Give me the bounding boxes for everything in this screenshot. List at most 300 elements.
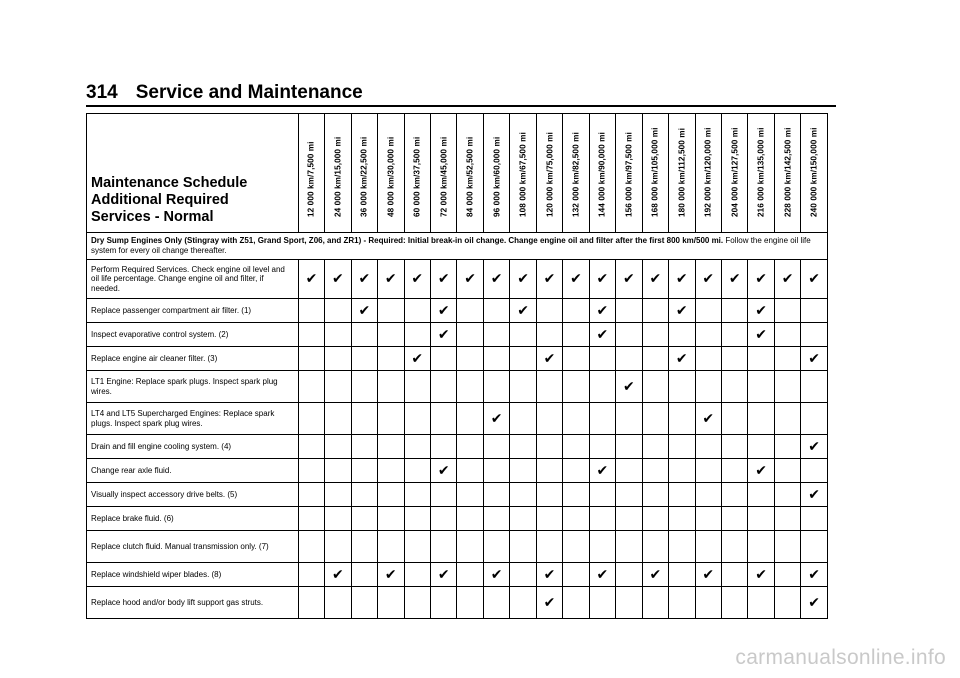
empty-cell [695,435,721,459]
interval-label: 60 000 km/37,500 mi [412,136,422,217]
empty-cell [378,507,404,531]
empty-cell [695,323,721,347]
empty-cell [695,587,721,619]
empty-cell [378,435,404,459]
interval-label: 132 000 km/82,500 mi [571,132,581,217]
interval-label: 216 000 km/135,000 mi [756,127,766,217]
empty-cell [695,531,721,563]
empty-cell [510,483,536,507]
empty-cell [563,483,589,507]
empty-cell [457,459,483,483]
empty-cell [748,403,774,435]
empty-cell [325,483,351,507]
empty-cell [351,587,377,619]
page-number: 314 [86,82,118,103]
empty-cell [325,299,351,323]
checkmark-icon: ✔ [430,459,456,483]
empty-cell [378,483,404,507]
empty-cell [351,563,377,587]
checkmark-icon: ✔ [669,299,695,323]
empty-cell [457,563,483,587]
empty-cell [457,507,483,531]
empty-cell [721,403,747,435]
empty-cell [536,435,562,459]
interval-header [510,114,536,233]
empty-cell [430,347,456,371]
checkmark-icon: ✔ [483,260,509,299]
table-row [87,347,828,371]
empty-cell [298,435,324,459]
empty-cell [695,347,721,371]
empty-cell [616,323,642,347]
empty-cell [483,435,509,459]
empty-cell [748,531,774,563]
empty-cell [378,371,404,403]
empty-cell [404,435,430,459]
empty-cell [616,507,642,531]
empty-cell [774,483,800,507]
interval-header [378,114,404,233]
empty-cell [774,507,800,531]
empty-cell [721,531,747,563]
empty-cell [721,347,747,371]
empty-cell [510,563,536,587]
checkmark-icon: ✔ [563,260,589,299]
empty-cell [430,507,456,531]
empty-cell [378,323,404,347]
empty-cell [430,435,456,459]
empty-cell [510,507,536,531]
checkmark-icon: ✔ [351,299,377,323]
interval-header [298,114,324,233]
checkmark-icon: ✔ [430,323,456,347]
empty-cell [325,507,351,531]
empty-cell [457,587,483,619]
empty-cell [483,483,509,507]
empty-cell [404,587,430,619]
empty-cell [642,403,668,435]
checkmark-icon: ✔ [589,260,615,299]
empty-cell [616,587,642,619]
empty-cell [748,587,774,619]
empty-cell [457,403,483,435]
checkmark-icon: ✔ [801,347,828,371]
empty-cell [351,403,377,435]
empty-cell [774,323,800,347]
empty-cell [616,483,642,507]
empty-cell [669,459,695,483]
empty-cell [510,403,536,435]
checkmark-icon: ✔ [536,347,562,371]
interval-label: 84 000 km/52,500 mi [465,136,475,217]
empty-cell [536,459,562,483]
empty-cell [510,371,536,403]
checkmark-icon: ✔ [801,563,828,587]
empty-cell [774,299,800,323]
checkmark-icon: ✔ [325,260,351,299]
empty-cell [748,507,774,531]
empty-cell [298,563,324,587]
empty-cell [457,323,483,347]
interval-label: 12 000 km/7,500 mi [306,141,316,217]
interval-label: 204 000 km/127,500 mi [730,127,740,217]
interval-label: 48 000 km/30,000 mi [386,136,396,217]
empty-cell [510,587,536,619]
empty-cell [642,459,668,483]
empty-cell [774,403,800,435]
service-description: Replace windshield wiper blades. (8) [87,563,299,587]
interval-header [695,114,721,233]
checkmark-icon: ✔ [536,587,562,619]
watermark: carmanualsonline.info [735,646,946,669]
service-description: LT1 Engine: Replace spark plugs. Inspect spark plug wires. [87,371,299,403]
table-row [87,403,828,435]
table-row [87,323,828,347]
service-description: Replace hood and/or body lift support gas struts. [87,587,299,619]
checkmark-icon: ✔ [801,587,828,619]
table-title [87,114,299,233]
table-row [87,299,828,323]
empty-cell [404,507,430,531]
empty-cell [563,403,589,435]
empty-cell [298,507,324,531]
checkmark-icon: ✔ [695,563,721,587]
checkmark-icon: ✔ [589,299,615,323]
checkmark-icon: ✔ [669,260,695,299]
empty-cell [483,299,509,323]
empty-cell [642,531,668,563]
empty-cell [695,371,721,403]
empty-cell [430,483,456,507]
empty-cell [563,459,589,483]
interval-header [563,114,589,233]
checkmark-icon: ✔ [510,299,536,323]
interval-header [616,114,642,233]
empty-cell [325,587,351,619]
header-rule [86,105,836,107]
checkmark-icon: ✔ [404,347,430,371]
checkmark-icon: ✔ [483,403,509,435]
empty-cell [563,563,589,587]
empty-cell [298,371,324,403]
empty-cell [298,299,324,323]
table-row [87,507,828,531]
empty-cell [748,371,774,403]
interval-label: 168 000 km/105,000 mi [650,127,660,217]
checkmark-icon: ✔ [642,563,668,587]
empty-cell [430,371,456,403]
empty-cell [616,403,642,435]
empty-cell [721,299,747,323]
interval-label: 24 000 km/15,000 mi [333,136,343,217]
interval-header [748,114,774,233]
empty-cell [774,435,800,459]
empty-cell [563,531,589,563]
checkmark-icon: ✔ [748,260,774,299]
table-row [87,459,828,483]
empty-cell [642,435,668,459]
empty-cell [378,459,404,483]
empty-cell [774,531,800,563]
empty-cell [404,563,430,587]
checkmark-icon: ✔ [642,260,668,299]
empty-cell [774,347,800,371]
empty-cell [457,347,483,371]
empty-cell [774,459,800,483]
table-row [87,260,828,299]
empty-cell [774,563,800,587]
empty-cell [589,347,615,371]
empty-cell [563,323,589,347]
empty-cell [430,587,456,619]
empty-cell [669,435,695,459]
service-description: Replace clutch fluid. Manual transmission only. (7) [87,531,299,563]
empty-cell [669,371,695,403]
checkmark-icon: ✔ [404,260,430,299]
empty-cell [404,299,430,323]
interval-header [351,114,377,233]
empty-cell [536,371,562,403]
interval-label: 228 000 km/142,500 mi [783,127,793,217]
checkmark-icon: ✔ [801,483,828,507]
table-row [87,531,828,563]
empty-cell [642,587,668,619]
empty-cell [669,483,695,507]
empty-cell [616,563,642,587]
interval-header [801,114,828,233]
checkmark-icon: ✔ [721,260,747,299]
checkmark-icon: ✔ [510,260,536,299]
interval-label: 180 000 km/112,500 mi [677,127,687,217]
page-header [86,82,363,104]
empty-cell [298,347,324,371]
empty-cell [483,587,509,619]
empty-cell [536,483,562,507]
empty-cell [430,403,456,435]
checkmark-icon: ✔ [774,260,800,299]
empty-cell [351,347,377,371]
empty-cell [457,299,483,323]
interval-label: 36 000 km/22,500 mi [359,136,369,217]
empty-cell [483,531,509,563]
empty-cell [563,371,589,403]
empty-cell [378,587,404,619]
empty-cell [616,347,642,371]
empty-cell [695,299,721,323]
empty-cell [563,347,589,371]
interval-header [669,114,695,233]
empty-cell [404,403,430,435]
table-row [87,563,828,587]
empty-cell [774,587,800,619]
empty-cell [721,587,747,619]
table-row [87,587,828,619]
empty-cell [298,483,324,507]
service-description: Replace brake fluid. (6) [87,507,299,531]
empty-cell [325,459,351,483]
checkmark-icon: ✔ [457,260,483,299]
empty-cell [801,403,828,435]
empty-cell [721,435,747,459]
table-title-line: Maintenance Schedule [91,175,248,191]
interval-header [589,114,615,233]
empty-cell [510,459,536,483]
checkmark-icon: ✔ [298,260,324,299]
empty-cell [801,371,828,403]
empty-cell [378,299,404,323]
empty-cell [378,531,404,563]
empty-cell [404,531,430,563]
empty-cell [457,483,483,507]
empty-cell [589,403,615,435]
interval-label: 240 000 km/150,000 mi [809,127,819,217]
empty-cell [298,323,324,347]
empty-cell [721,371,747,403]
checkmark-icon: ✔ [589,323,615,347]
interval-label: 72 000 km/45,000 mi [439,136,449,217]
table-row [87,371,828,403]
checkmark-icon: ✔ [748,299,774,323]
empty-cell [669,587,695,619]
checkmark-icon: ✔ [483,563,509,587]
service-description: Replace passenger compartment air filter. (1) [87,299,299,323]
empty-cell [298,531,324,563]
empty-cell [589,531,615,563]
empty-cell [536,403,562,435]
empty-cell [589,483,615,507]
empty-cell [801,507,828,531]
empty-cell [404,371,430,403]
empty-cell [483,323,509,347]
empty-cell [351,435,377,459]
empty-cell [351,531,377,563]
empty-cell [669,563,695,587]
checkmark-icon: ✔ [616,371,642,403]
interval-header [774,114,800,233]
table-title-line: Additional Required [91,192,229,208]
checkmark-icon: ✔ [669,347,695,371]
empty-cell [669,403,695,435]
checkmark-icon: ✔ [351,260,377,299]
empty-cell [721,483,747,507]
empty-cell [721,563,747,587]
empty-cell [351,323,377,347]
interval-header [325,114,351,233]
empty-cell [801,459,828,483]
service-description: Drain and fill engine cooling system. (4) [87,435,299,459]
empty-cell [642,507,668,531]
interval-header [642,114,668,233]
empty-cell [695,507,721,531]
interval-header [536,114,562,233]
interval-label: 120 000 km/75,000 mi [545,132,554,217]
empty-cell [404,323,430,347]
empty-cell [721,459,747,483]
break-in-note-row [87,233,828,260]
service-description: Change rear axle fluid. [87,459,299,483]
checkmark-icon: ✔ [801,435,828,459]
empty-cell [404,483,430,507]
service-description: Visually inspect accessory drive belts. (5) [87,483,299,507]
empty-cell [748,435,774,459]
empty-cell [563,299,589,323]
empty-cell [642,483,668,507]
interval-header [457,114,483,233]
empty-cell [563,587,589,619]
empty-cell [298,403,324,435]
empty-cell [536,299,562,323]
interval-label: 144 000 km/90,000 mi [597,132,607,217]
service-description: Inspect evaporative control system. (2) [87,323,299,347]
table-row [87,483,828,507]
empty-cell [536,531,562,563]
interval-header [483,114,509,233]
checkmark-icon: ✔ [695,260,721,299]
empty-cell [483,459,509,483]
empty-cell [801,323,828,347]
table-header-row [87,114,828,233]
interval-header [430,114,456,233]
interval-label: 108 000 km/67,500 mi [518,132,528,217]
empty-cell [325,323,351,347]
checkmark-icon: ✔ [695,403,721,435]
empty-cell [589,507,615,531]
checkmark-icon: ✔ [536,260,562,299]
empty-cell [457,531,483,563]
empty-cell [325,435,351,459]
checkmark-icon: ✔ [325,563,351,587]
break-in-note-text: Follow the engine oil life system for every oil change thereafter. [91,236,811,255]
empty-cell [669,531,695,563]
empty-cell [404,459,430,483]
empty-cell [298,459,324,483]
empty-cell [563,507,589,531]
empty-cell [536,323,562,347]
empty-cell [669,323,695,347]
service-description: LT4 and LT5 Supercharged Engines: Replace spark plugs. Inspect spark plug wires. [87,403,299,435]
empty-cell [695,459,721,483]
empty-cell [510,347,536,371]
empty-cell [695,483,721,507]
empty-cell [325,347,351,371]
empty-cell [563,435,589,459]
checkmark-icon: ✔ [378,260,404,299]
empty-cell [642,299,668,323]
empty-cell [325,371,351,403]
checkmark-icon: ✔ [378,563,404,587]
break-in-note [87,233,828,260]
empty-cell [642,371,668,403]
service-description: Replace engine air cleaner filter. (3) [87,347,299,371]
empty-cell [378,403,404,435]
empty-cell [325,403,351,435]
empty-cell [589,435,615,459]
empty-cell [642,347,668,371]
empty-cell [378,347,404,371]
checkmark-icon: ✔ [430,299,456,323]
empty-cell [483,347,509,371]
empty-cell [748,347,774,371]
empty-cell [616,531,642,563]
empty-cell [430,531,456,563]
checkmark-icon: ✔ [748,459,774,483]
empty-cell [721,323,747,347]
interval-header [721,114,747,233]
empty-cell [721,507,747,531]
checkmark-icon: ✔ [616,260,642,299]
service-description: Perform Required Services. Check engine oil level and oil life percentage. Change engine oil and filter, if needed. [87,260,299,299]
maintenance-schedule-table [86,113,828,619]
